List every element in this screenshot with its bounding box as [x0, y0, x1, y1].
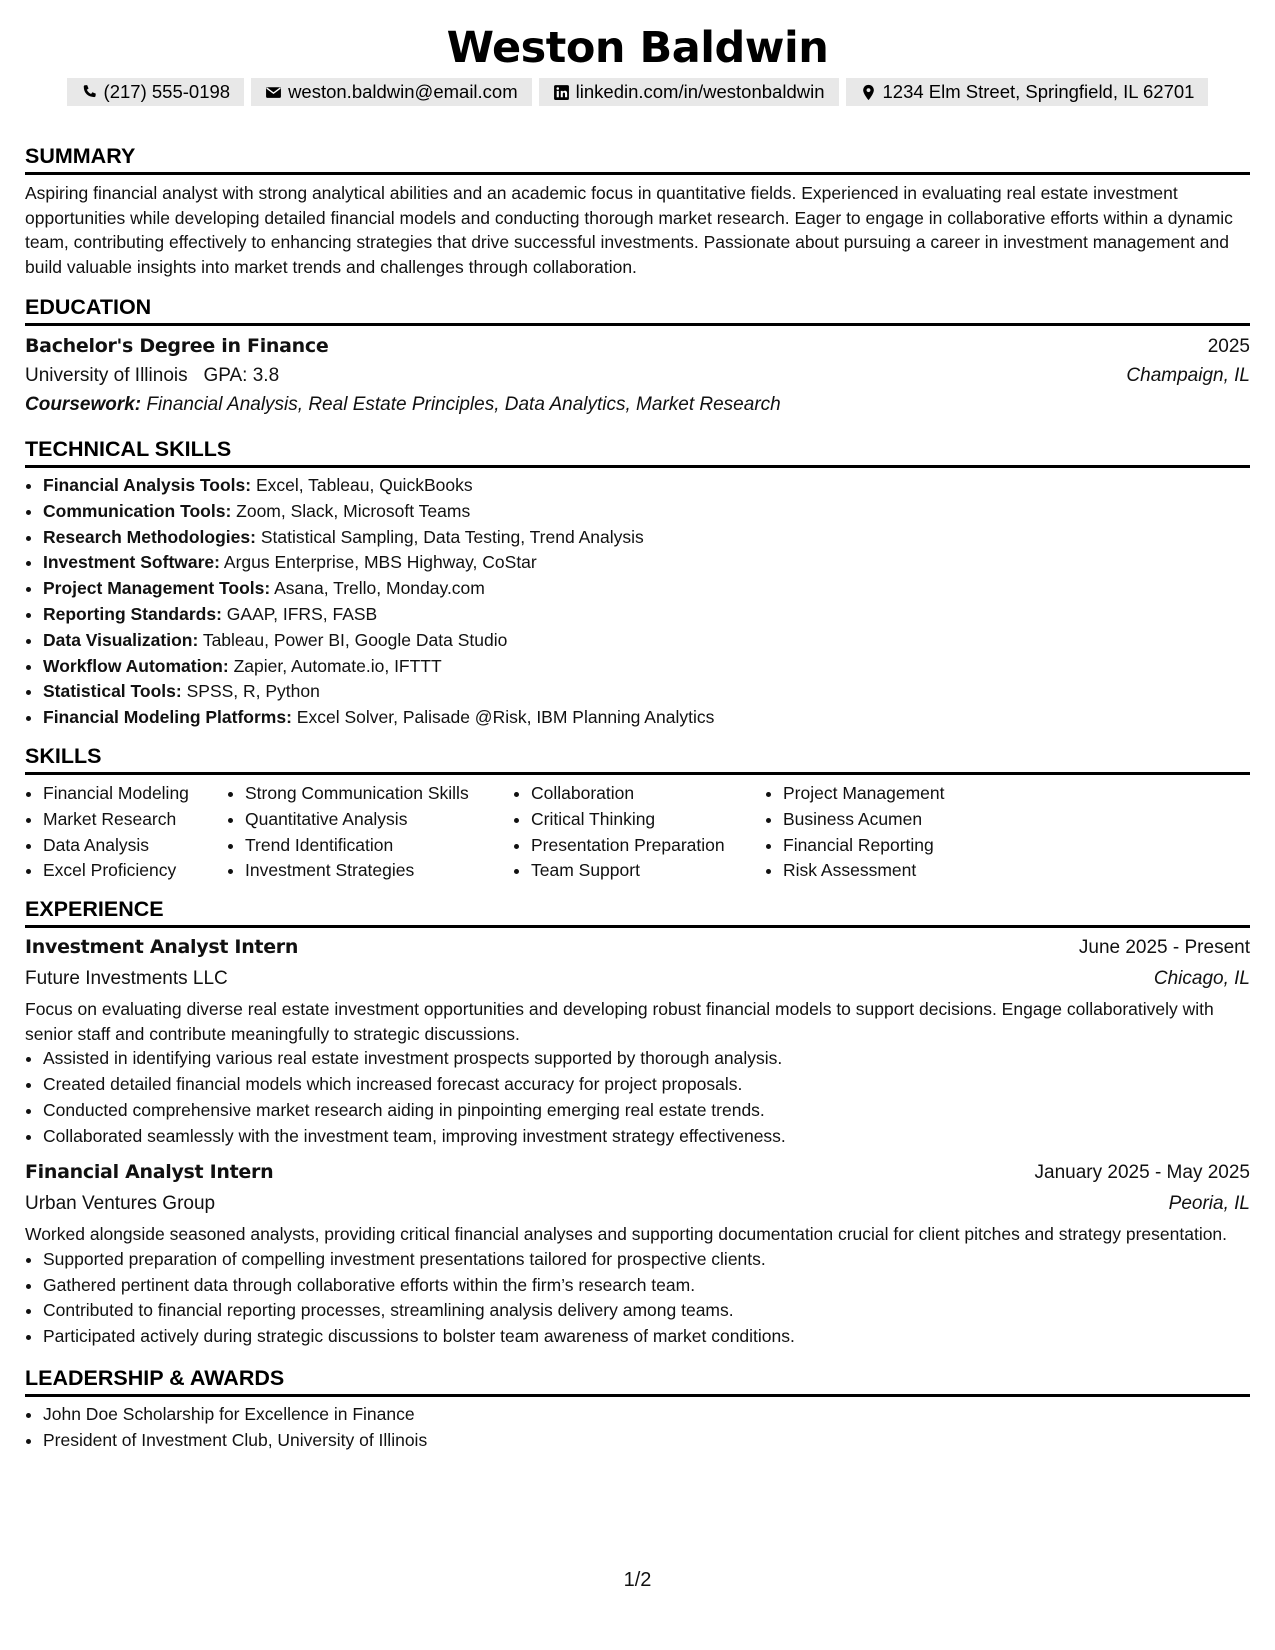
- contact-bar: [25, 78, 1250, 106]
- list-item: • Assisted in identifying various real estate investment prospects supported by thorough analysis.: [43, 1046, 1250, 1072]
- contact-phone[interactable]: [67, 78, 245, 106]
- school-location: Champaign, IL: [1126, 365, 1250, 386]
- graduation-year: 2025: [1207, 336, 1250, 357]
- tech-skill-value: Tableau, Power BI, Google Data Studio: [202, 629, 508, 650]
- list-item: • Supported preparation of compelling investment presentations tailored for prospective clients.: [43, 1247, 1250, 1273]
- list-item: [43, 628, 1250, 654]
- list-item: • Conducted comprehensive market research aiding in pinpointing emerging real estate trends.: [43, 1098, 1250, 1124]
- list-item: • Collaboration: [531, 781, 765, 807]
- leadership-heading: LEADERSHIP & AWARDS: [25, 1364, 1250, 1397]
- job-location: Chicago, IL: [1153, 968, 1250, 990]
- job-summary: Focus on evaluating diverse real estate investment opportunities and developing robust financial models to support decisions. Engage collaboratively with senior staff and contribute meaningfully to strategic discussions.: [25, 999, 1214, 1044]
- job-entry: [25, 1157, 1250, 1350]
- list-item: • Trend Identification: [245, 833, 513, 859]
- list-item: • Contributed to financial reporting processes, streamlining analysis delivery among teams.: [43, 1298, 1250, 1324]
- phone-text: (217) 555-0198: [103, 81, 231, 102]
- list-item: • John Doe Scholarship for Excellence in Finance: [43, 1402, 1250, 1428]
- school-name: University of Illinois: [25, 365, 188, 386]
- skills-column-3: [513, 781, 765, 884]
- map-pin-icon: [860, 84, 877, 101]
- contact-email[interactable]: [251, 78, 532, 106]
- list-item: • Data Analysis: [43, 833, 227, 859]
- summary-section: [25, 142, 1250, 279]
- technical-skills-heading: TECHNICAL SKILLS: [25, 435, 1250, 468]
- school-line: [25, 361, 279, 390]
- leadership-section: [25, 1364, 1250, 1454]
- job-bullets: [25, 1247, 1250, 1350]
- tech-skill-label: Reporting Standards:: [43, 603, 222, 624]
- tech-skill-label: Project Management Tools:: [43, 578, 271, 599]
- list-item: • Critical Thinking: [531, 807, 765, 833]
- tech-skill-value: Excel, Tableau, QuickBooks: [255, 475, 473, 495]
- list-item: • Team Support: [531, 858, 765, 884]
- tech-skill-value: Statistical Sampling, Data Testing, Trend Analysis: [260, 526, 644, 547]
- list-item: • Investment Strategies: [245, 858, 513, 884]
- summary-heading: SUMMARY: [25, 142, 1250, 175]
- list-item: [43, 602, 1250, 628]
- tech-skill-value: Excel Solver, Palisade @Risk, IBM Planning Analytics: [296, 707, 715, 728]
- list-item: • Participated actively during strategic discussions to bolster team awareness of market conditions.: [43, 1324, 1250, 1350]
- job-company: Urban Ventures Group: [25, 1193, 216, 1215]
- list-item: • Financial Modeling: [43, 781, 227, 807]
- email-text: weston.baldwin@email.com: [288, 81, 518, 102]
- list-item: [43, 525, 1250, 551]
- list-item: [43, 576, 1250, 602]
- list-item: • Project Management: [783, 781, 1023, 807]
- list-item: • Collaborated seamlessly with the investment team, improving investment strategy effectiveness.: [43, 1124, 1250, 1150]
- education-row-school: [25, 361, 1250, 390]
- job-dates: June 2025 - Present: [1078, 937, 1250, 959]
- list-item: • Presentation Preparation: [531, 833, 765, 859]
- education-row-degree: [25, 332, 1250, 361]
- phone-icon: [81, 84, 98, 101]
- tech-skill-value: Zapier, Automate.io, IFTTT: [233, 655, 442, 676]
- job-bullets: [25, 1046, 1250, 1149]
- list-item: • Quantitative Analysis: [245, 807, 513, 833]
- coursework-list: Financial Analysis, Real Estate Principles, Data Analytics, Market Research: [146, 394, 781, 415]
- tech-skill-label: Data Visualization:: [43, 629, 199, 650]
- tech-skill-label: Research Methodologies:: [43, 526, 256, 547]
- list-item: • Business Acumen: [783, 807, 1023, 833]
- contact-address[interactable]: [846, 78, 1209, 106]
- job-company-row: [25, 1188, 1250, 1219]
- degree-name: Bachelor's Degree in Finance: [25, 335, 329, 357]
- list-item: • Strong Communication Skills: [245, 781, 513, 807]
- job-company-row: [25, 963, 1250, 994]
- job-summary: Worked alongside seasoned analysts, providing critical financial analyses and supporting documentation crucial for client pitches and strategy presentation.: [25, 1224, 1228, 1245]
- list-item: [43, 499, 1250, 525]
- list-item: [43, 705, 1250, 731]
- experience-section: [25, 895, 1250, 1350]
- tech-skill-value: SPSS, R, Python: [186, 681, 320, 702]
- list-item: • Market Research: [43, 807, 227, 833]
- tech-skill-value: Asana, Trello, Monday.com: [274, 578, 485, 599]
- tech-skill-label: Financial Modeling Platforms:: [43, 707, 292, 728]
- tech-skill-label: Financial Analysis Tools:: [43, 475, 252, 495]
- job-header: [25, 1157, 1250, 1188]
- education-section: [25, 293, 1250, 419]
- skills-column-4: [765, 781, 1023, 884]
- page-number: 1/2: [623, 1569, 652, 1591]
- list-item: • Gathered pertinent data through collaborative efforts within the firm’s research team.: [43, 1273, 1250, 1299]
- candidate-name: Weston Baldwin: [446, 23, 829, 73]
- skills-column-1: [25, 781, 227, 884]
- contact-linkedin[interactable]: [539, 78, 839, 106]
- list-item: [43, 654, 1250, 680]
- list-item: • President of Investment Club, University of Illinois: [43, 1428, 1250, 1454]
- tech-skill-label: Workflow Automation:: [43, 655, 229, 676]
- job-entry: [25, 932, 1250, 1149]
- tech-skill-value: GAAP, IFRS, FASB: [226, 603, 378, 624]
- skills-section: [25, 742, 1250, 884]
- job-role: Investment Analyst Intern: [25, 936, 299, 959]
- list-item: • Risk Assessment: [783, 858, 1023, 884]
- gpa: GPA: 3.8: [203, 365, 280, 386]
- job-dates: January 2025 - May 2025: [1034, 1162, 1250, 1184]
- technical-skills-list: [25, 473, 1250, 731]
- technical-skills-section: [25, 435, 1250, 731]
- address-text: 1234 Elm Street, Springfield, IL 62701: [882, 81, 1195, 102]
- list-item: [43, 679, 1250, 705]
- linkedin-text: linkedin.com/in/westonbaldwin: [575, 81, 825, 102]
- tech-skill-label: Communication Tools:: [43, 500, 232, 521]
- skills-grid: [25, 781, 1250, 884]
- job-location: Peoria, IL: [1168, 1193, 1250, 1215]
- job-role: Financial Analyst Intern: [25, 1161, 274, 1184]
- experience-heading: EXPERIENCE: [25, 895, 1250, 928]
- tech-skill-value: Argus Enterprise, MBS Highway, CoStar: [223, 552, 537, 573]
- leadership-list: [25, 1402, 1250, 1454]
- coursework-label: Coursework:: [25, 394, 142, 415]
- resume-content: [25, 0, 1250, 1454]
- tech-skill-label: Statistical Tools:: [43, 681, 182, 702]
- tech-skill-value: Zoom, Slack, Microsoft Teams: [236, 500, 471, 521]
- job-company: Future Investments LLC: [25, 968, 228, 990]
- coursework-line: [25, 390, 1250, 419]
- skills-column-2: [227, 781, 513, 884]
- list-item: [43, 473, 1250, 499]
- list-item: • Excel Proficiency: [43, 858, 227, 884]
- job-header: [25, 932, 1250, 963]
- tech-skill-label: Investment Software:: [43, 552, 220, 573]
- summary-text: Aspiring financial analyst with strong analytical abilities and an academic focus in quantitative fields. Experienced in evaluating real estate investment opportunities while developing detailed financial models and conducting thorough market research. Eager to engage in collaborative efforts within a dynamic team, contributing effectively to enhancing strategies that drive successful investments. Passionate about pursuing a career in investment management and build valuable insights into market trends and challenges through collaboration.: [25, 183, 1233, 277]
- skills-heading: SKILLS: [25, 742, 1250, 775]
- linkedin-icon: [553, 84, 570, 101]
- envelope-icon: [265, 84, 282, 101]
- list-item: • Created detailed financial models which increased forecast accuracy for project proposals.: [43, 1072, 1250, 1098]
- education-heading: EDUCATION: [25, 293, 1250, 326]
- list-item: • Financial Reporting: [783, 833, 1023, 859]
- list-item: [43, 550, 1250, 576]
